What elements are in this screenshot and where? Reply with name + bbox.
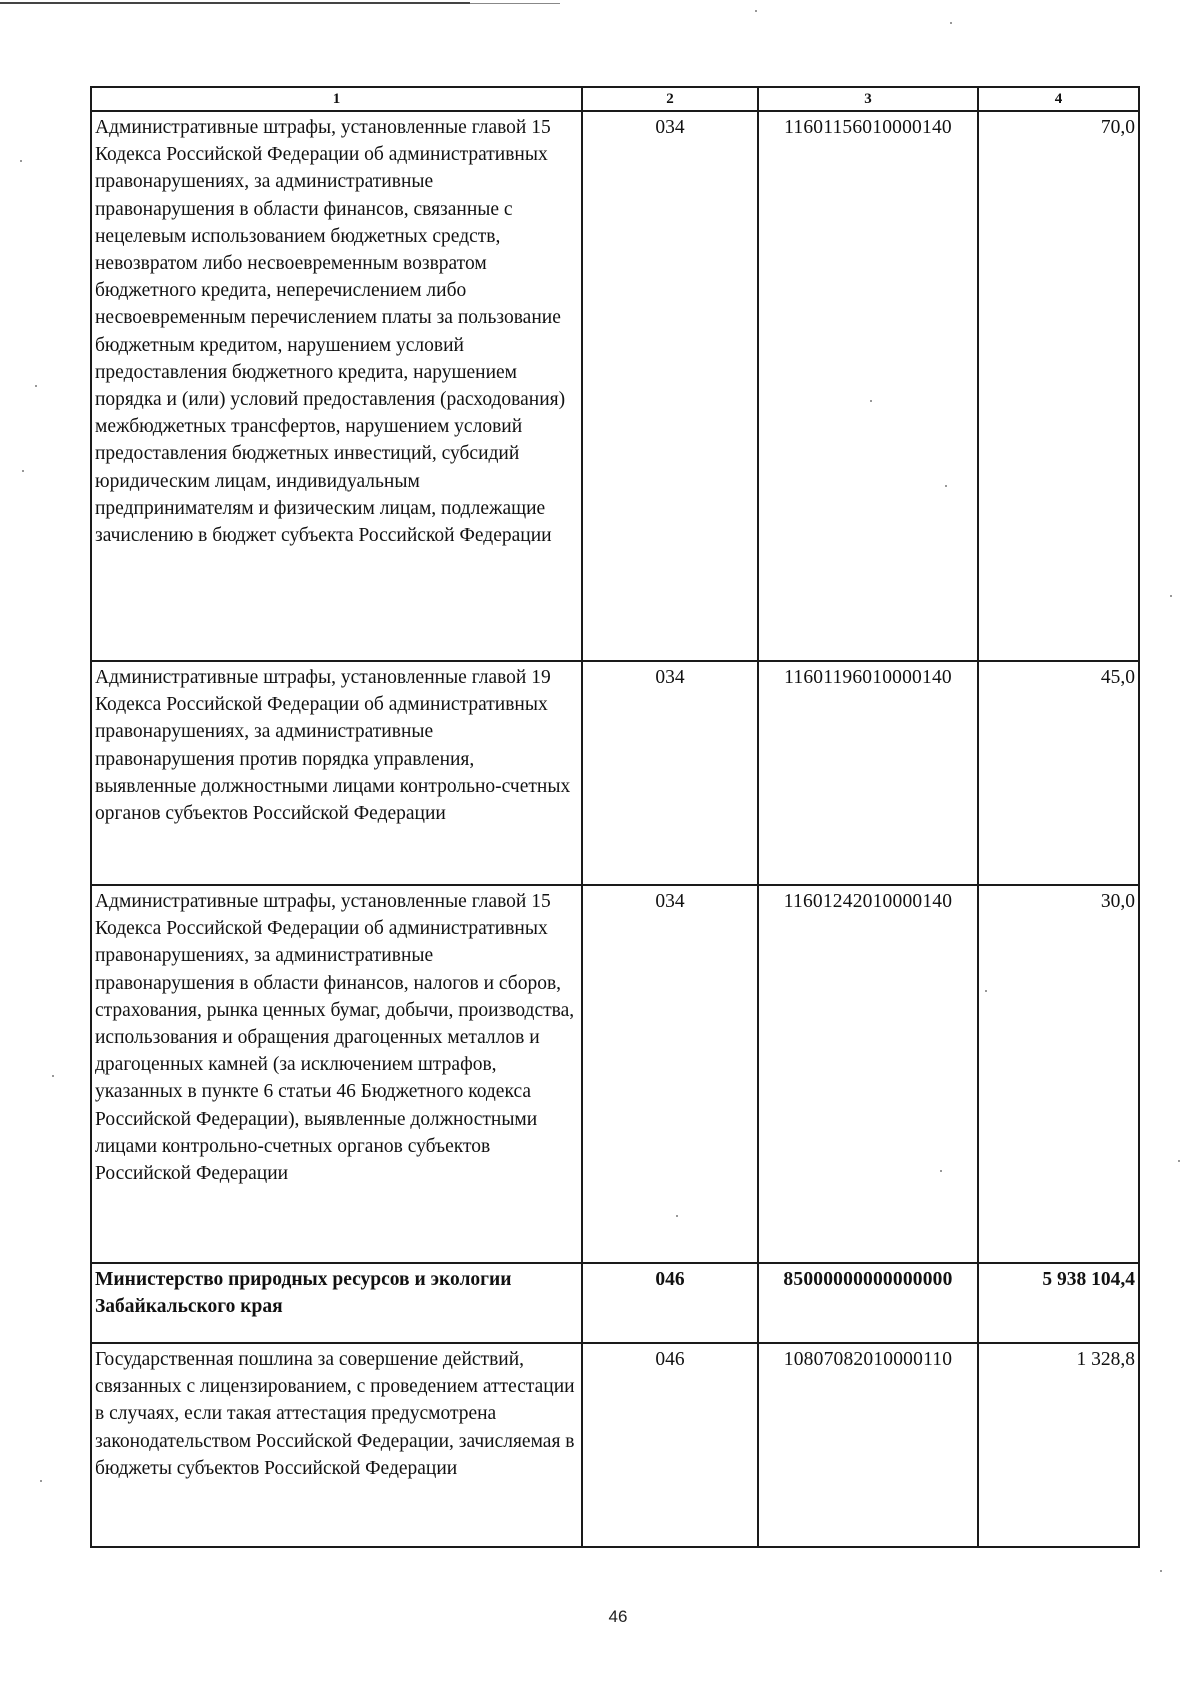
table-row — [91, 111, 1139, 661]
scan-speck — [870, 400, 872, 402]
page-number: 46 — [608, 1607, 628, 1626]
scan-speck — [35, 385, 37, 387]
scan-speck — [20, 160, 22, 162]
budget-classification-code-cell: 11601242010000140 — [758, 885, 978, 1263]
scan-speck — [940, 1170, 942, 1172]
amount-total-cell: 5 938 104,4 — [978, 1263, 1139, 1343]
administrator-code-cell: 034 — [582, 885, 758, 1263]
ministry-name-cell: Министерство природных ресурсов и экологии Забайкальского края — [91, 1263, 582, 1343]
budget-classification-code-cell: 85000000000000000 — [758, 1263, 978, 1343]
revenue-name-cell: Административные штрафы, установленные главой 15 Кодекса Российской Федерации об административных правонарушениях, за административные правонарушения в области финансов, связанные с нецелевым использованием бюджетных средств, невозвратом либо несвоевременным возвратом бюджетного кредита, неперечислением либо несвоевременным перечислением платы за пользование бюджетным кредитом, нарушением условий предоставления бюджетного кредита, нарушением порядка и (или) условий предоставления (расходования) межбюджетных трансфертов, нарушением условий предоставления бюджетных инвестиций, субсидий юридическим лицам, индивидуальным предпринимателям и физическим лицам, подлежащие зачислению в бюджет субъекта Российской Федерации — [91, 111, 582, 661]
scan-speck — [22, 470, 24, 472]
administrator-code-cell: 034 — [582, 111, 758, 661]
amount-cell: 45,0 — [978, 661, 1139, 885]
column-header-1: 1 — [91, 87, 582, 111]
scan-speck — [945, 485, 947, 487]
table-row — [91, 1343, 1139, 1547]
scan-speck — [755, 10, 757, 12]
scan-speck — [676, 1215, 678, 1217]
table-row — [91, 661, 1139, 885]
administrator-code-cell: 034 — [582, 661, 758, 885]
scan-speck — [1178, 1160, 1180, 1162]
scan-edge-line — [0, 2, 470, 4]
column-header-4: 4 — [978, 87, 1139, 111]
scan-speck — [40, 1480, 42, 1482]
scan-speck — [1160, 1570, 1162, 1572]
amount-cell: 30,0 — [978, 885, 1139, 1263]
administrator-code-cell: 046 — [582, 1263, 758, 1343]
administrator-code-cell: 046 — [582, 1343, 758, 1547]
scan-speck — [950, 22, 952, 24]
budget-classification-code-cell: 11601156010000140 — [758, 111, 978, 661]
scan-speck — [52, 1075, 54, 1077]
revenue-name-cell: Государственная пошлина за совершение действий, связанных с лицензированием, с проведением аттестации в случаях, если такая аттестация предусмотрена законодательством Российской Федерации, зачисляемая в бюджеты субъектов Российской Федерации — [91, 1343, 582, 1547]
table-header-row — [91, 87, 1139, 111]
budget-classification-code-cell: 10807082010000110 — [758, 1343, 978, 1547]
revenue-name-cell: Административные штрафы, установленные главой 19 Кодекса Российской Федерации об административных правонарушениях, за административные правонарушения против порядка управления, выявленные должностными лицами контрольно-счетных органов субъектов Российской Федерации — [91, 661, 582, 885]
scan-speck — [985, 990, 987, 992]
column-header-2: 2 — [582, 87, 758, 111]
revenue-name-cell: Административные штрафы, установленные главой 15 Кодекса Российской Федерации об административных правонарушениях, за административные правонарушения в области финансов, налогов и сборов, страхования, рынка ценных бумаг, добычи, производства, использования и обращения драгоценных металлов и драгоценных камней (за исключением штрафов, указанных в пункте 6 статьи 46 Бюджетного кодекса Российской Федерации), выявленные должностными лицами контрольно-счетных органов субъектов Российской Федерации — [91, 885, 582, 1263]
column-header-3: 3 — [758, 87, 978, 111]
table-row-ministry — [91, 1263, 1139, 1343]
amount-cell: 1 328,8 — [978, 1343, 1139, 1547]
scan-edge-line — [470, 3, 560, 4]
budget-classification-code-cell: 11601196010000140 — [758, 661, 978, 885]
revenue-table — [90, 86, 1140, 1548]
amount-cell: 70,0 — [978, 111, 1139, 661]
table-row — [91, 885, 1139, 1263]
scan-speck — [1170, 595, 1172, 597]
